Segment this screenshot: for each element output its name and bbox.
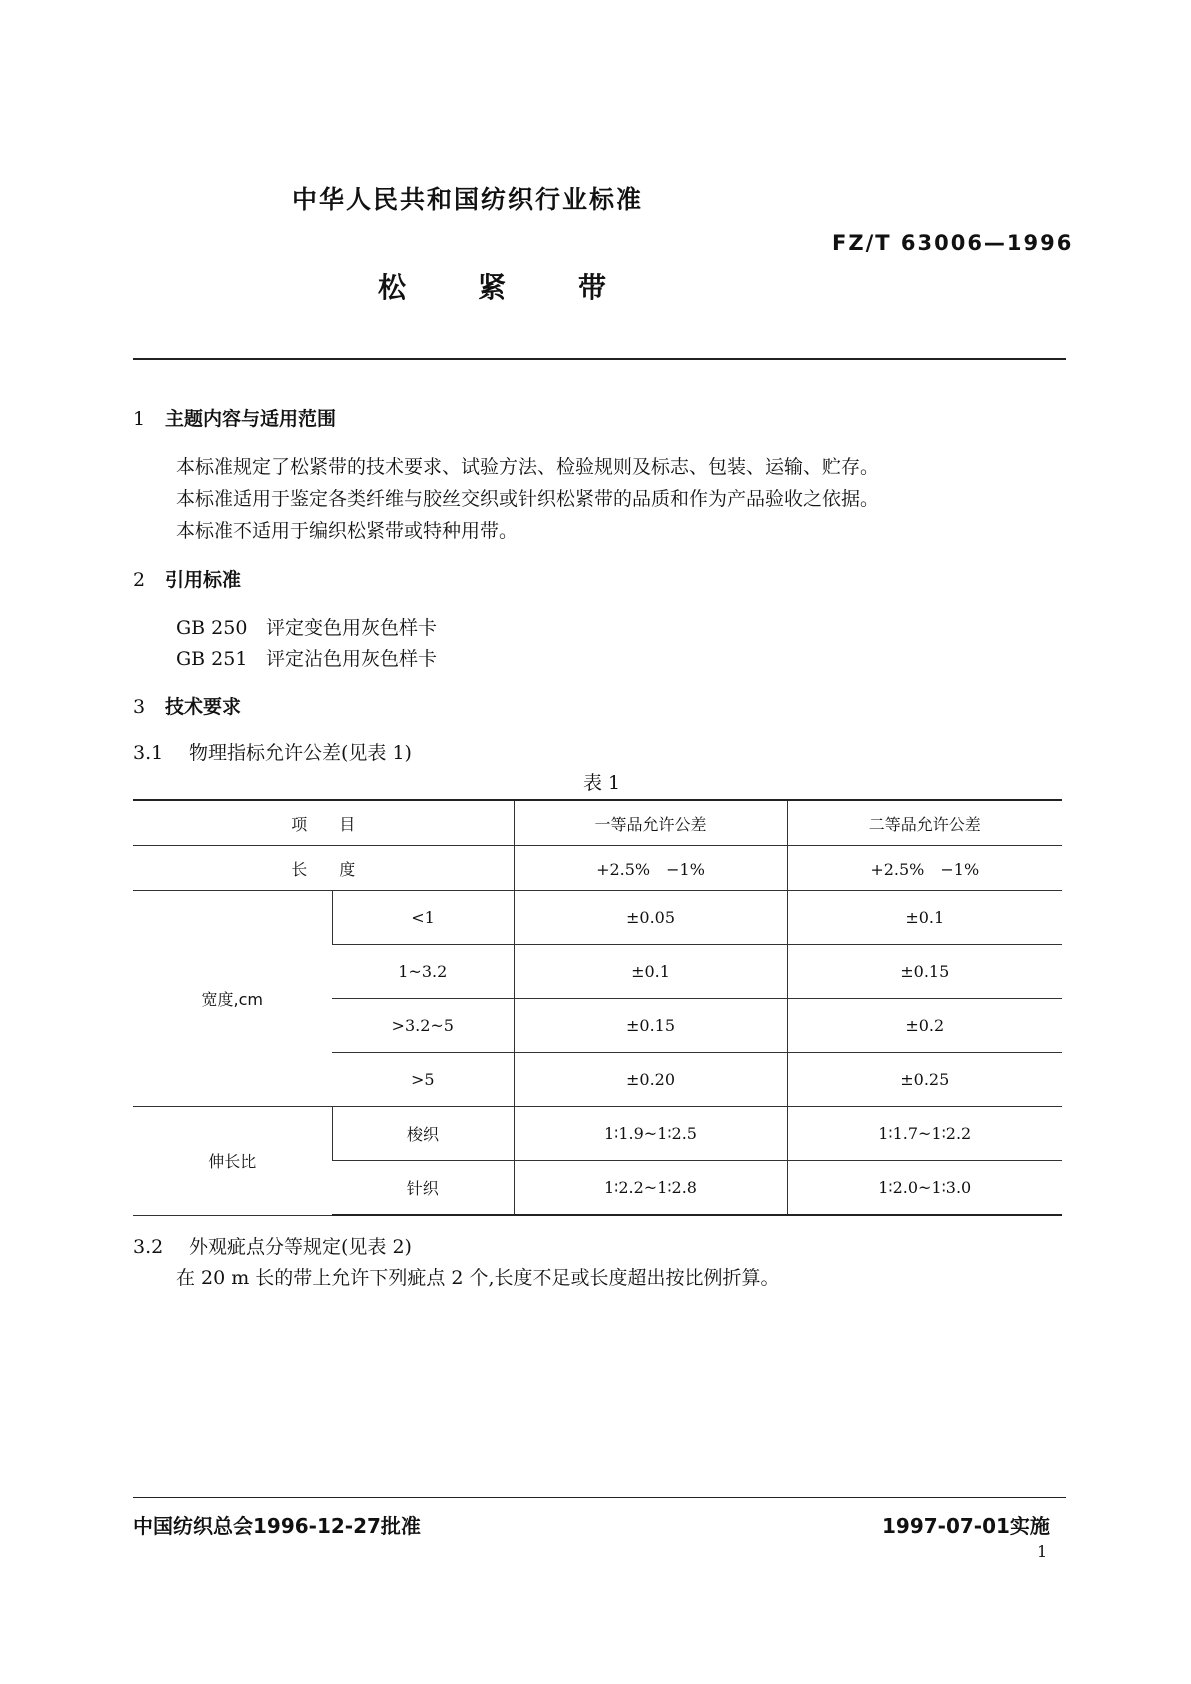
width-first: ±0.20 [514,1053,787,1107]
reference-item [176,613,437,640]
section-2-title: 引用标准 [165,569,242,591]
section-3-2-heading: 3.2 外观疵点分等规定(见表 2) [133,1236,412,1258]
table-row [133,846,1062,891]
width-range: >5 [332,1053,514,1107]
section-1-paragraph: 本标准规定了松紧带的技术要求、试验方法、检验规则及标志、包装、运输、贮存。 [176,456,880,478]
page-number: 1 [1037,1542,1048,1561]
length-second: +2.5% −1% [787,846,1062,891]
reference-title: 评定沾色用灰色样卡 [266,648,438,670]
table-caption: 表 1 [583,772,621,794]
section-3-2-paragraph: 在 20 m 长的带上允许下列疵点 2 个,长度不足或长度超出按比例折算。 [176,1267,780,1289]
width-range: 1~3.2 [332,945,514,999]
stretch-type: 梭织 [332,1107,514,1161]
section-2-heading: 2 引用标准 [133,569,242,591]
reference-item [176,644,437,671]
length-label: 长 度 [133,846,514,891]
width-label: 宽度,cm [133,891,332,1107]
header-second-grade: 二等品允许公差 [787,800,1062,846]
stretch-first: 1∶2.2~1∶2.8 [514,1161,787,1216]
document-title-char: 带 [578,271,607,304]
stretch-first: 1∶1.9~1∶2.5 [514,1107,787,1161]
footer-divider [133,1497,1066,1498]
section-3-1-title: 物理指标允许公差(见表 1) [189,742,412,764]
section-1-title: 主题内容与适用范围 [165,408,337,430]
table-row [133,891,1062,945]
section-3-1-heading: 3.1 物理指标允许公差(见表 1) [133,742,412,764]
effective-date: 1997-07-01实施 [882,1514,1050,1538]
reference-code: GB 251 [176,648,248,670]
width-range: <1 [332,891,514,945]
width-second: ±0.25 [787,1053,1062,1107]
approval-line: 中国纺织总会1996-12-27批准 [133,1514,421,1538]
section-1-paragraph: 本标准不适用于编织松紧带或特种用带。 [176,520,519,542]
table-row [133,1107,1062,1161]
document-title [378,266,606,306]
width-first: ±0.1 [514,945,787,999]
header-item: 项 目 [133,800,514,846]
standard-code: FZ/T 63006—1996 [832,231,1074,255]
document-title-char: 松 [378,271,407,304]
reference-title: 评定变色用灰色样卡 [266,617,438,639]
width-first: ±0.05 [514,891,787,945]
section-1-heading: 1 主题内容与适用范围 [133,408,337,430]
document-title-char: 紧 [478,271,507,304]
tolerance-table [133,799,1062,1216]
section-1-paragraph: 本标准适用于鉴定各类纤维与胶丝交织或针织松紧带的品质和作为产品验收之依据。 [176,488,880,510]
table-header-row [133,800,1062,846]
header-divider [133,358,1066,360]
header-first-grade: 一等品允许公差 [514,800,787,846]
reference-code: GB 250 [176,617,248,639]
width-second: ±0.15 [787,945,1062,999]
length-first: +2.5% −1% [514,846,787,891]
width-range: >3.2~5 [332,999,514,1053]
width-second: ±0.1 [787,891,1062,945]
width-first: ±0.15 [514,999,787,1053]
stretch-second: 1∶2.0~1∶3.0 [787,1161,1062,1216]
section-3-2-title: 外观疵点分等规定(见表 2) [189,1236,412,1258]
stretch-type: 针织 [332,1161,514,1216]
section-3-title: 技术要求 [165,696,242,718]
section-3-heading: 3 技术要求 [133,696,242,718]
width-second: ±0.2 [787,999,1062,1053]
stretch-label: 伸长比 [133,1107,332,1216]
stretch-second: 1∶1.7~1∶2.2 [787,1107,1062,1161]
standard-title: 中华人民共和国纺织行业标准 [292,185,644,214]
